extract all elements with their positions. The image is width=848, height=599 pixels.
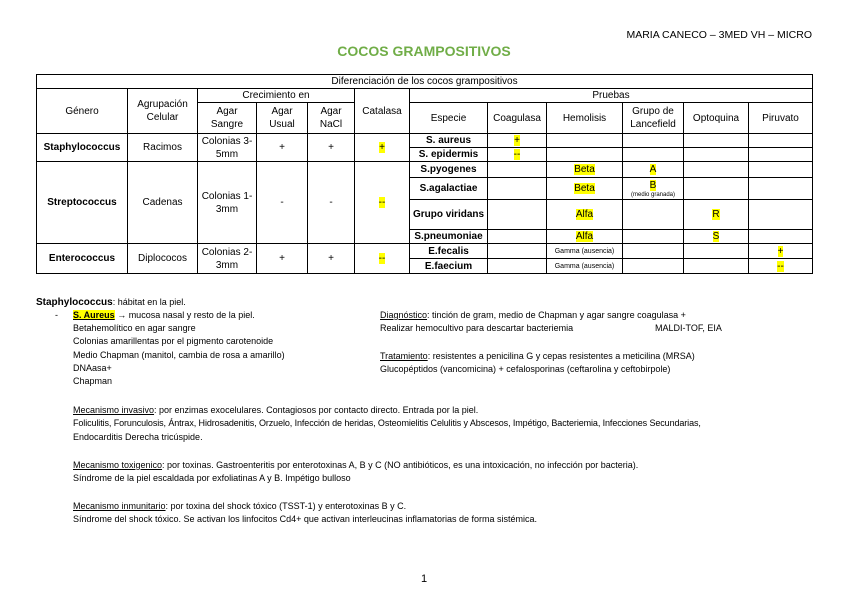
species-cell: S.agalactiae (410, 178, 488, 200)
cocci-differentiation-table (36, 74, 813, 274)
col-hemolisis: Hemolisis (547, 103, 623, 134)
agar-usual-cell: + (257, 244, 308, 274)
col-coagulasa: Coagulasa (488, 103, 547, 134)
hemolisis-cell: Alfa (547, 230, 623, 244)
species-cell: S. aureus (410, 134, 488, 148)
aureus-line: S. Aureus → mucosa nasal y resto de la piel. (73, 310, 255, 320)
hemolisis-cell: Gamma (ausencia) (547, 259, 623, 274)
toxigenico-label: Mecanismo toxigenico (73, 460, 163, 470)
page-number: 1 (420, 573, 428, 585)
glucopeptidos-line: Glucopéptidos (vancomicina) + cefalosporinas (ceftarolina y ceftobirpole) (380, 364, 671, 374)
agar-nacl-cell: + (308, 134, 355, 162)
aureus-label: S. Aureus (73, 310, 115, 320)
piruvato-cell: + (749, 244, 813, 259)
invasivo-label: Mecanismo invasivo (73, 405, 155, 415)
col-optoquina: Optoquina (684, 103, 749, 134)
genus-cell: Streptococcus (37, 162, 128, 244)
agar-usual-cell: + (257, 134, 308, 162)
page-title: COCOS GRAMPOSITIVOS (337, 43, 511, 59)
species-cell: S.pneumoniae (410, 230, 488, 244)
diagnostico-label: Diagnóstico (380, 310, 428, 320)
col-agrupacion: Agrupación Celular (128, 89, 198, 134)
genus-cell: Enterococcus (37, 244, 128, 274)
staph-heading: Staphylococcus (36, 297, 113, 308)
optoquina-cell: S (684, 230, 749, 244)
tratamiento-line: Tratamiento: resistentes a penicilina G y cepas resistentes a meticilina (MRSA) (380, 351, 695, 361)
mecanismo-inmunitario: Mecanismo inmunitario: por toxina del shock tóxico (TSST-1) y enterotoxinas B y C. Síndrome del shock tóxico. Se activan los linfocitos Cd4+ que activan interleucinas inflamatorias de forma sistémica. (73, 501, 537, 525)
list-item: Chapman (73, 376, 113, 387)
col-crecimiento: Crecimiento en (198, 89, 355, 103)
agar-nacl-cell: + (308, 244, 355, 274)
lancefield-note: (medio granada) (630, 191, 676, 198)
agar-sangre-cell: Colonias 1-3mm (198, 162, 257, 244)
mecanismo-invasivo: Mecanismo invasivo: por enzimas exocelulares. Contagiosos por contacto directo. Entrada por la piel. Foliculitis, Forunculosis, Ántrax, Hidrosadenitis, Orzuelo, Infección de heridas, Osteomielitis Celulitis y Abscesos, Impétigo, Bacteriemia, Infecciones Secundarias, Endocarditis Derecha tricúspide. (73, 405, 701, 442)
species-cell: Grupo viridans (410, 200, 488, 230)
col-genero: Género (37, 89, 128, 134)
hemolisis-cell: Gamma (ausencia) (547, 244, 623, 259)
agar-sangre-cell: Colonias 3-5mm (198, 134, 257, 162)
author-header: MARIA CANECO – 3MED VH – MICRO (626, 29, 812, 41)
species-cell: E.fecalis (410, 244, 488, 259)
hemocultivo-line: Realizar hemocultivo para descartar bacteriemia (380, 323, 574, 333)
diagnostico-line: Diagnóstico: tinción de gram, medio de Chapman y agar sangre coagulasa + (380, 310, 686, 320)
lancefield-cell: B (medio granada) (623, 178, 684, 200)
species-cell: E.faecium (410, 259, 488, 274)
hemolisis-cell: Beta (547, 178, 623, 200)
col-piruvato: Piruvato (749, 103, 813, 134)
col-especie: Especie (410, 103, 488, 134)
species-cell: S.pyogenes (410, 162, 488, 178)
col-agar-nacl: Agar NaCl (308, 103, 355, 134)
agar-sangre-cell: Colonias 2-3mm (198, 244, 257, 274)
list-item: Medio Chapman (manitol, cambia de rosa a amarillo) (73, 349, 285, 360)
catalasa-cell: + (355, 134, 410, 162)
col-catalasa: Catalasa (355, 89, 410, 134)
grouping-cell: Diplococos (128, 244, 198, 274)
genus-cell: Staphylococcus (37, 134, 128, 162)
aureus-details (73, 322, 285, 388)
table-row (37, 244, 813, 259)
staph-heading-line: Staphylococcus: hábitat en la piel. (36, 297, 186, 308)
table-caption: Diferenciación de los cocos grampositivos (37, 75, 813, 89)
inmunitario-label: Mecanismo inmunitario (73, 501, 166, 511)
list-item: DNAasa+ (73, 362, 112, 373)
species-cell: S. epidermis (410, 148, 488, 162)
col-pruebas: Pruebas (410, 89, 813, 103)
col-agar-usual: Agar Usual (257, 103, 308, 134)
grouping-cell: Cadenas (128, 162, 198, 244)
hemolisis-cell: Beta (547, 162, 623, 178)
table-row (37, 134, 813, 148)
hemolisis-cell: Alfa (547, 200, 623, 230)
col-lancefield: Grupo de Lancefield (623, 103, 684, 134)
tratamiento-label: Tratamiento (380, 351, 428, 361)
table-row (37, 162, 813, 178)
maldi-line: MALDI-TOF, EIA (655, 323, 722, 333)
agar-nacl-cell: - (308, 162, 355, 244)
coagulasa-cell: + (488, 134, 547, 148)
lancefield-cell: A (623, 162, 684, 178)
coagulasa-cell: -- (488, 148, 547, 162)
grouping-cell: Racimos (128, 134, 198, 162)
catalasa-cell: -- (355, 244, 410, 274)
col-agar-sangre: Agar Sangre (198, 103, 257, 134)
list-item: Betahemolítico en agar sangre (73, 323, 196, 333)
agar-usual-cell: - (257, 162, 308, 244)
bullet-dash: - (55, 310, 58, 320)
optoquina-cell: R (684, 200, 749, 230)
list-item: Colonias amarillentas por el pigmento carotenoide (73, 336, 274, 347)
mecanismo-toxigenico: Mecanismo toxigenico: por toxinas. Gastroenteritis por enterotoxinas A, B y C (NO antibióticos, es una intoxicación, no infección por bacteria). Síndrome de la piel escaldada por exfoliatinas A y B. Impétigo bulloso (73, 460, 639, 484)
catalasa-cell: -- (355, 162, 410, 244)
piruvato-cell: -- (749, 259, 813, 274)
